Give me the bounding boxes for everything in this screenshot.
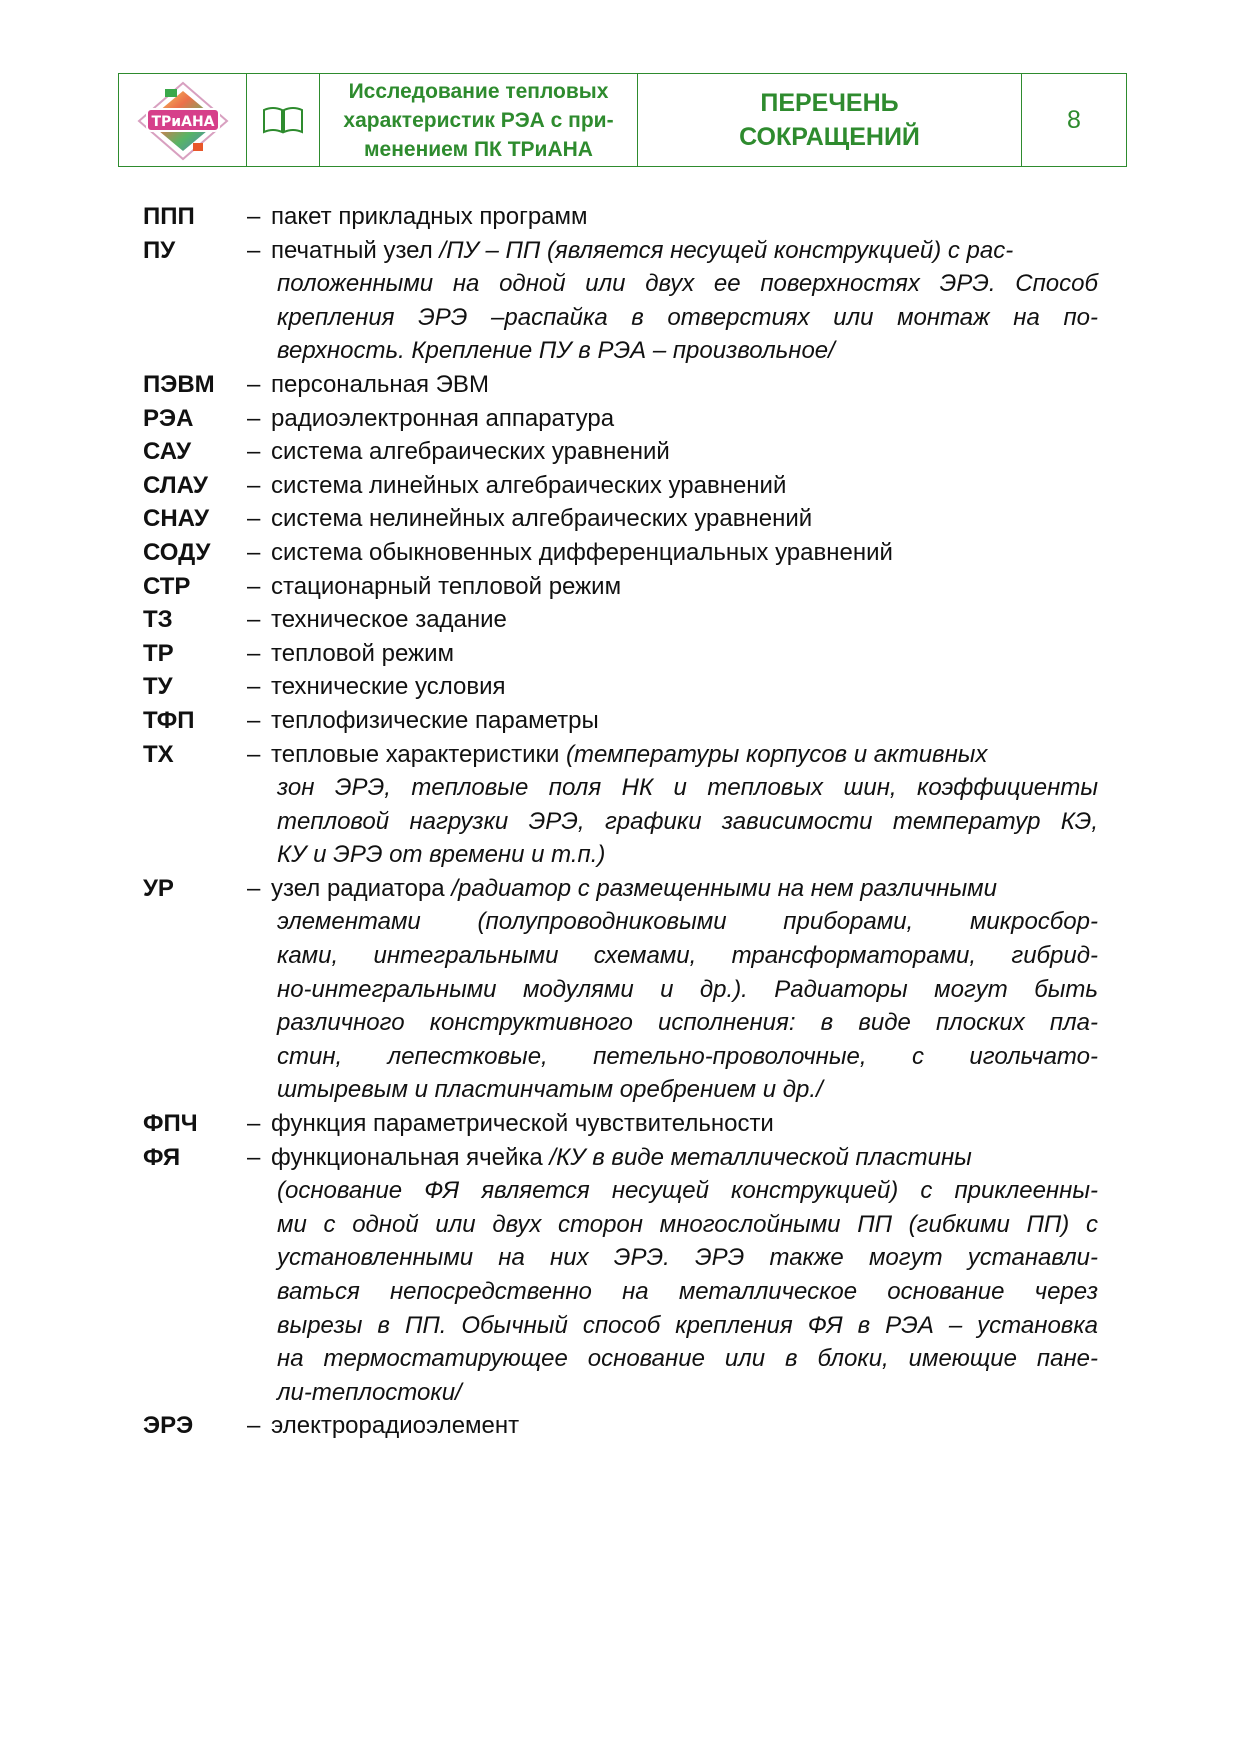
abbreviation: ТХ: [143, 740, 174, 768]
page-header: [118, 73, 1127, 167]
dash: –: [247, 639, 261, 667]
definition-text: функциональная ячейка: [271, 1143, 550, 1171]
definition: [247, 200, 1098, 234]
abbreviation: ЭРЭ: [143, 1412, 194, 1440]
page-number-cell: [1022, 74, 1126, 166]
definition: [247, 435, 1098, 469]
list-item: [143, 738, 1098, 872]
definition-continuation: (основание ФЯ является несущей конструкцией) с приклеенны-: [277, 1177, 1098, 1205]
dash: –: [247, 1110, 261, 1138]
definition-text: тепловой режим: [271, 639, 454, 667]
list-item: [143, 1141, 1098, 1410]
abbreviation: ФЯ: [143, 1143, 181, 1171]
definition: [247, 234, 1098, 368]
definition-continuation: положенными на одной или двух ее поверхностях ЭРЭ. Способ: [277, 270, 1098, 298]
list-item: [143, 1409, 1098, 1443]
definition-continuation: на термостатирующее основание или в блоки, имеющие пане-: [277, 1345, 1098, 1373]
definition-continuation: стин, лепестковые, петельно-проволочные, с игольчато-: [277, 1042, 1098, 1070]
document-title-cell: [320, 74, 638, 166]
definition-text: стационарный тепловой режим: [271, 572, 622, 600]
abbreviation: САУ: [143, 438, 192, 466]
list-item: [143, 200, 1098, 234]
definition: [247, 368, 1098, 402]
dash: –: [247, 471, 261, 499]
list-item: [143, 872, 1098, 1107]
definition: [247, 502, 1098, 536]
definition-text: технические условия: [271, 673, 506, 701]
definition-continuation: тепловой нагрузки ЭРЭ, графики зависимости температур КЭ,: [277, 807, 1098, 835]
list-item: [143, 1107, 1098, 1141]
definition-continuation: КУ и ЭРЭ от времени и т.п.): [277, 841, 606, 869]
definition-text: узел радиатора: [271, 874, 452, 902]
definition-note: /КУ в виде металлической пластины: [549, 1143, 972, 1171]
definition-text: печатный узел: [271, 236, 440, 264]
list-item: [143, 704, 1098, 738]
definition-continuation: зон ЭРЭ, тепловые поля НК и тепловых шин, коэффициенты: [277, 774, 1098, 802]
dash: –: [247, 740, 261, 768]
definition: [247, 738, 1098, 872]
abbreviation: ТУ: [143, 673, 173, 701]
dash: –: [247, 1412, 261, 1440]
abbreviation-list: [143, 200, 1098, 1443]
list-item: [143, 469, 1098, 503]
definition-continuation: крепления ЭРЭ –распайка в отверстиях или монтаж на по-: [277, 303, 1098, 331]
definition-text: функция параметрической чувствительности: [271, 1110, 774, 1138]
definition: [247, 402, 1098, 436]
list-item: [143, 670, 1098, 704]
definition: [247, 1107, 1098, 1141]
definition-text: радиоэлектронная аппаратура: [271, 404, 615, 432]
book-icon: [261, 105, 305, 135]
triana-logo: [135, 79, 231, 161]
definition-text: теплофизические параметры: [271, 706, 599, 734]
definition-text: система алгебраических уравнений: [271, 438, 670, 466]
dash: –: [247, 404, 261, 432]
definition-note: /ПУ – ПП (является несущей конструкцией) с рас-: [439, 236, 1014, 264]
section-title: ПЕРЕЧЕНЬ СОКРАЩЕНИЙ: [739, 89, 920, 151]
abbreviation: ПУ: [143, 236, 176, 264]
list-item: [143, 402, 1098, 436]
definition-note: (температуры корпусов и активных: [566, 740, 988, 768]
definition: [247, 704, 1098, 738]
dash: –: [247, 438, 261, 466]
definition: [247, 536, 1098, 570]
definition-text: электрорадиоэлемент: [271, 1412, 520, 1440]
definition-continuation: верхность. Крепление ПУ в РЭА – произвольное/: [277, 337, 835, 365]
abbreviation: СОДУ: [143, 538, 211, 566]
document-title: Исследование тепловых характеристик РЭА с при- менением ПК ТРиАНА: [343, 79, 614, 161]
list-item: [143, 570, 1098, 604]
dash: –: [247, 572, 261, 600]
definition-continuation: различного конструктивного исполнения: в виде плоских пла-: [277, 1009, 1098, 1037]
abbreviation: СЛАУ: [143, 471, 208, 499]
dash: –: [247, 236, 261, 264]
abbreviation: ТЗ: [143, 606, 173, 634]
abbreviation: СНАУ: [143, 505, 210, 533]
dash: –: [247, 203, 261, 230]
abbreviation: СТР: [143, 572, 191, 600]
list-item: [143, 234, 1098, 368]
abbreviation: ТФП: [143, 706, 195, 734]
definition-continuation: установленными на них ЭРЭ. ЭРЭ также могут устанавли-: [277, 1244, 1098, 1272]
definition-continuation: вырезы в ПП. Обычный способ крепления ФЯ в РЭА – установка: [277, 1311, 1098, 1339]
abbreviation: ТР: [143, 639, 174, 667]
list-item: [143, 502, 1098, 536]
definition-continuation: ми с одной или двух сторон многослойными ПП (гибкими ПП) с: [277, 1210, 1098, 1238]
definition-text: система нелинейных алгебраических уравнений: [271, 505, 813, 533]
abbreviation: ППП: [143, 203, 195, 230]
definition: [247, 872, 1098, 1107]
book-cell: [247, 74, 320, 166]
definition-continuation: штыревым и пластинчатым оребрением и др./: [277, 1076, 823, 1104]
list-item: [143, 536, 1098, 570]
definition: [247, 637, 1098, 671]
dash: –: [247, 1143, 261, 1171]
definition-text: пакет прикладных программ: [271, 203, 588, 230]
dash: –: [247, 538, 261, 566]
section-title-cell: [638, 74, 1022, 166]
dash: –: [247, 706, 261, 734]
abbreviation: ПЭВМ: [143, 370, 215, 398]
logo-text: ТРиАНА: [150, 114, 215, 130]
definition-text: система обыкновенных дифференциальных уравнений: [271, 538, 893, 566]
definition-text: система линейных алгебраических уравнений: [271, 471, 787, 499]
definition: [247, 570, 1098, 604]
list-item: [143, 435, 1098, 469]
dash: –: [247, 874, 261, 902]
page-number: 8: [1067, 105, 1081, 134]
dash: –: [247, 673, 261, 701]
list-item: [143, 603, 1098, 637]
definition: [247, 469, 1098, 503]
list-item: [143, 368, 1098, 402]
definition-continuation: ками, интегральными схемами, трансформаторами, гибрид-: [277, 942, 1098, 970]
dash: –: [247, 505, 261, 533]
definition-note: /радиатор с размещенными на нем различными: [451, 874, 997, 902]
list-item: [143, 637, 1098, 671]
definition-continuation: ваться непосредственно на металлическое основание через: [277, 1278, 1098, 1305]
definition-continuation: ли-теплостоки/: [277, 1378, 462, 1406]
abbreviation: УР: [143, 874, 174, 902]
definition: [247, 1141, 1098, 1410]
definition-text: техническое задание: [271, 606, 507, 634]
definition-continuation: элементами (полупроводниковыми приборами, микросбор-: [277, 908, 1098, 936]
dash: –: [247, 606, 261, 634]
definition-continuation: но-интегральными модулями и др.). Радиаторы могут быть: [277, 975, 1098, 1003]
definition-text: тепловые характеристики: [271, 740, 567, 768]
definition: [247, 1409, 1098, 1443]
abbreviation: РЭА: [143, 404, 194, 432]
dash: –: [247, 370, 261, 398]
definition: [247, 603, 1098, 637]
definition-text: персональная ЭВМ: [271, 370, 489, 398]
definition: [247, 670, 1098, 704]
abbreviation: ФПЧ: [143, 1110, 198, 1138]
logo-cell: [119, 74, 247, 166]
